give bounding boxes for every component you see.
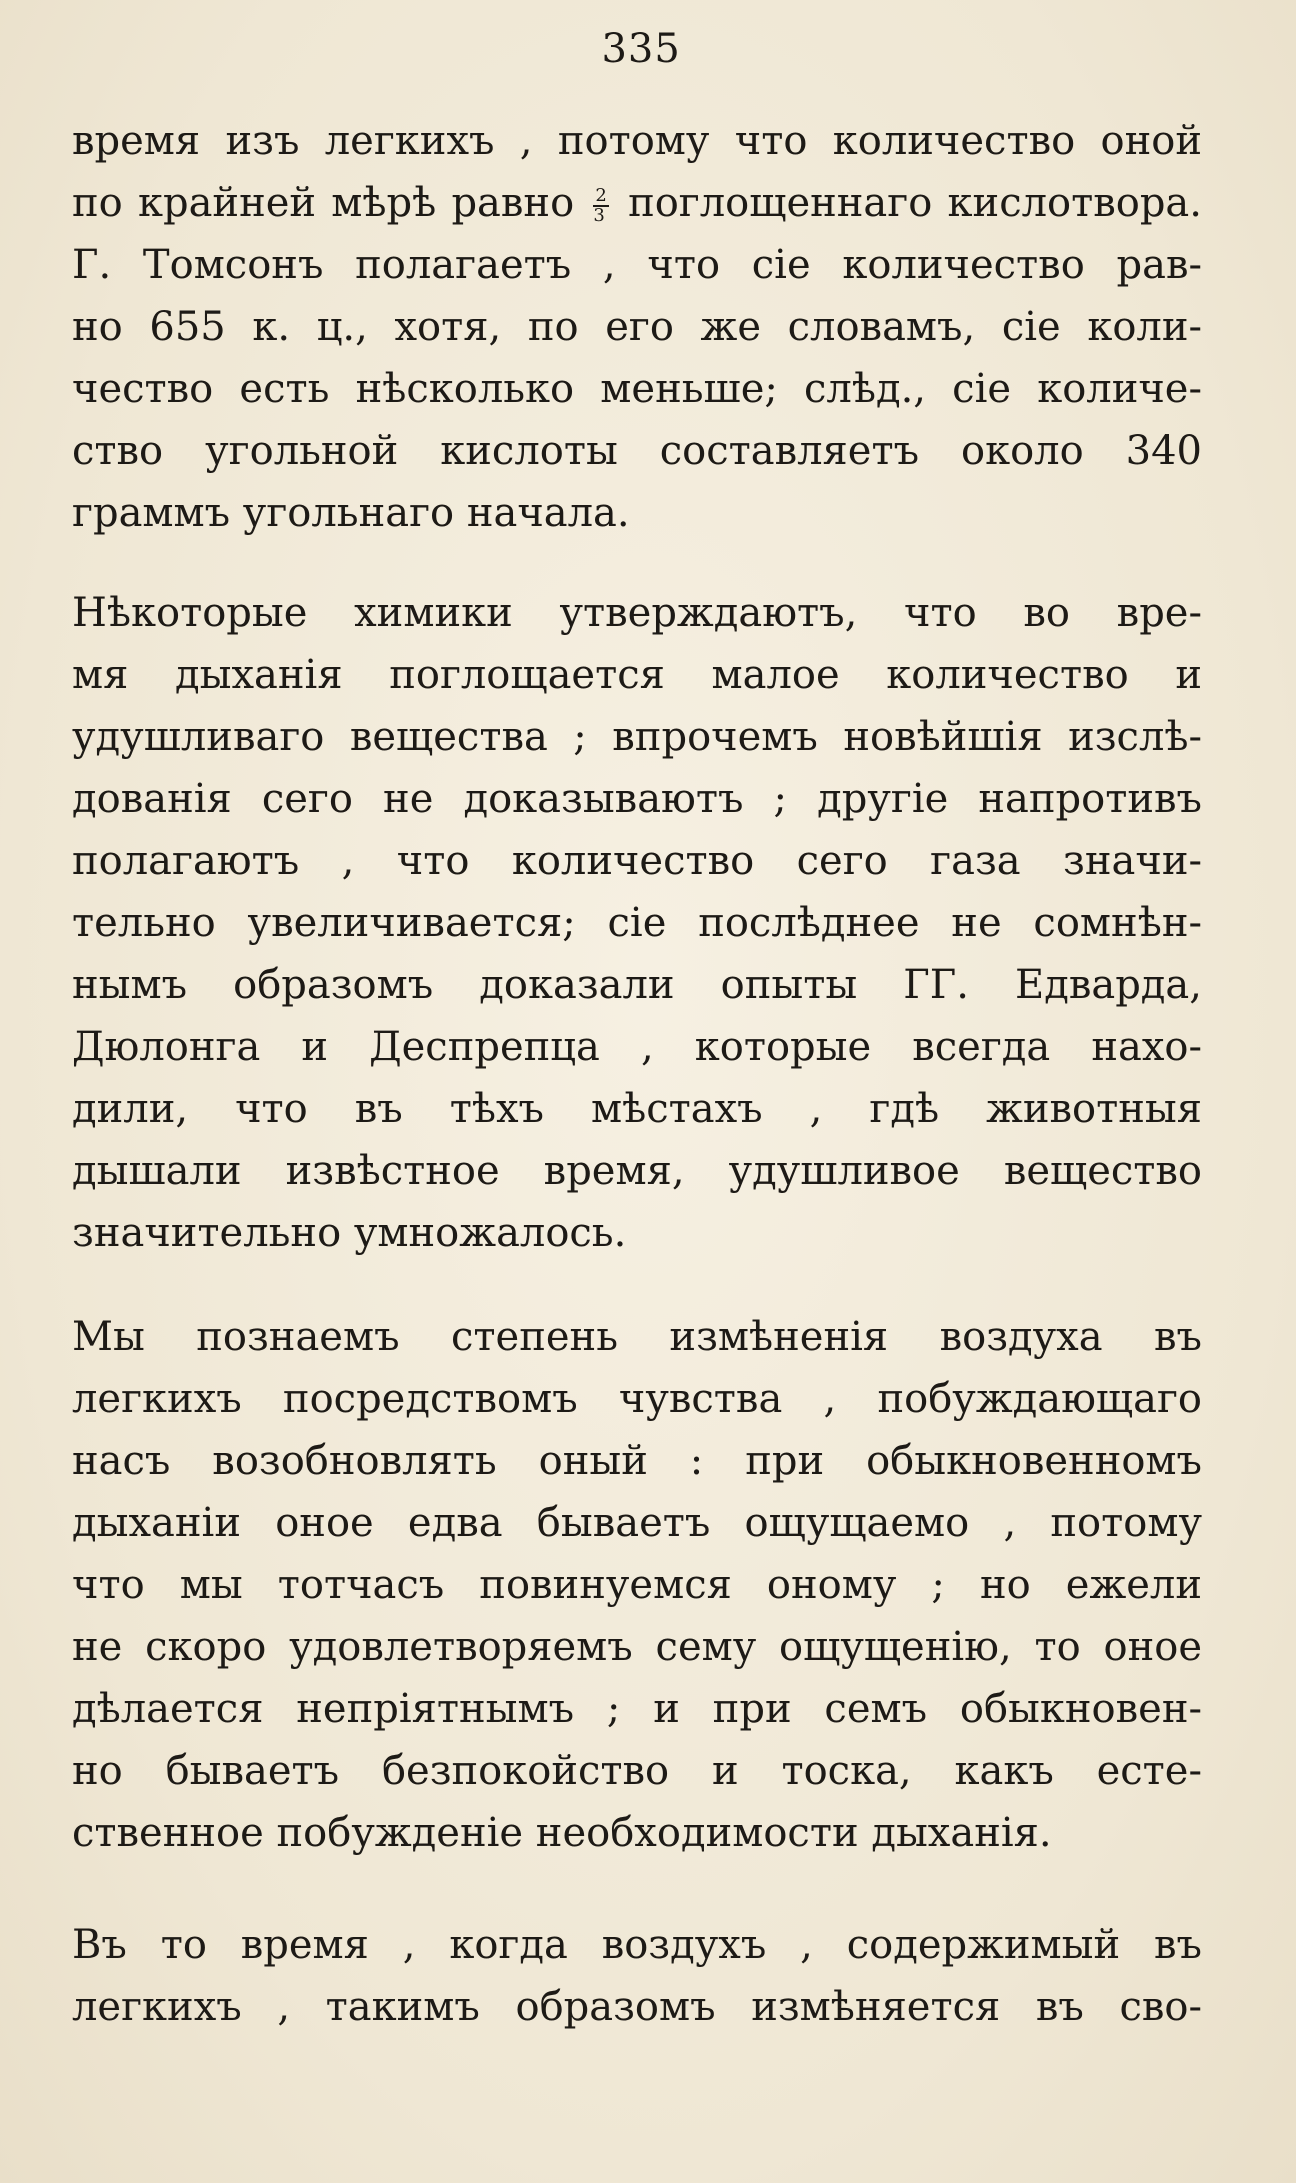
- text-line: чество есть нѣсколько меньше; слѣд., сіе количе-: [72, 366, 1202, 412]
- text-line: что мы тотчасъ повинуемся оному ; но ежели: [72, 1562, 1202, 1608]
- text-line: Нѣкоторые химики утверждаютъ, что во вре-: [72, 590, 1202, 636]
- text-fragment: по крайней мѣрѣ равно: [72, 180, 575, 226]
- text-line-with-fraction: [72, 172, 1202, 234]
- text-line: легкихъ , такимъ образомъ измѣняется въ сво-: [72, 1984, 1202, 2030]
- text-line: Дюлонга и Деспрепца , которые всегда нахо-: [72, 1024, 1202, 1070]
- text-line: но бываетъ безпокойство и тоска, какъ есте-: [72, 1748, 1202, 1794]
- text-line: дѣлается непріятнымъ ; и при семъ обыкновен-: [72, 1686, 1202, 1732]
- page-number-value: 335: [601, 26, 681, 72]
- fraction-denominator: 3: [593, 205, 605, 226]
- fraction-numerator: 2: [595, 185, 607, 206]
- text-line: легкихъ посредствомъ чувства , побуждающаго: [72, 1376, 1202, 1422]
- text-line: тельно увеличивается; сіе послѣднее не сомнѣн-: [72, 900, 1202, 946]
- page-number: [0, 26, 1296, 72]
- paragraph-1: [72, 110, 1202, 544]
- text-line: дыханіи оное едва бываетъ ощущаемо , потому: [72, 1500, 1202, 1546]
- text-line: Г. Томсонъ полагаетъ , что сіе количество рав-: [72, 242, 1202, 288]
- text-line: дили, что въ тѣхъ мѣстахъ , гдѣ животныя: [72, 1086, 1202, 1132]
- text-line: время изъ легкихъ , потому что количество оной: [72, 118, 1202, 164]
- text-line: граммъ угольнаго начала.: [72, 490, 630, 536]
- fraction: [593, 187, 608, 225]
- text-line: дованія сего не доказываютъ ; другіе напротивъ: [72, 776, 1202, 822]
- text-line: Мы познаемъ степень измѣненія воздуха въ: [72, 1314, 1202, 1360]
- text-line: не скоро удовлетворяемъ сему ощущенію, то оное: [72, 1624, 1202, 1670]
- text-line: мя дыханія поглощается малое количество и: [72, 652, 1202, 698]
- text-line: значительно умножалось.: [72, 1210, 627, 1256]
- paragraph-2: [72, 582, 1202, 1264]
- paragraph-3: [72, 1306, 1202, 1864]
- text-line: нымъ образомъ доказали опыты ГГ. Едварда,: [72, 962, 1202, 1008]
- text-line: полагаютъ , что количество сего газа значи-: [72, 838, 1202, 884]
- paragraph-4: [72, 1914, 1202, 2038]
- text-line: удушливаго вещества ; впрочемъ новѣйшія изслѣ-: [72, 714, 1202, 760]
- text-line: Въ то время , когда воздухъ , содержимый въ: [72, 1922, 1202, 1968]
- text-line: насъ возобновлять оный : при обыкновенномъ: [72, 1438, 1202, 1484]
- text-line: ственное побужденіе необходимости дыханія.: [72, 1810, 1052, 1856]
- page-number-ghost: [681, 26, 695, 72]
- text-line: но 655 к. ц., хотя, по его же словамъ, сіе коли-: [72, 304, 1202, 350]
- text-line: дышали извѣстное время, удушливое вещество: [72, 1148, 1202, 1194]
- text-line: ство угольной кислоты составляетъ около 340: [72, 428, 1202, 474]
- text-fragment: поглощеннаго кислотвора.: [628, 180, 1202, 226]
